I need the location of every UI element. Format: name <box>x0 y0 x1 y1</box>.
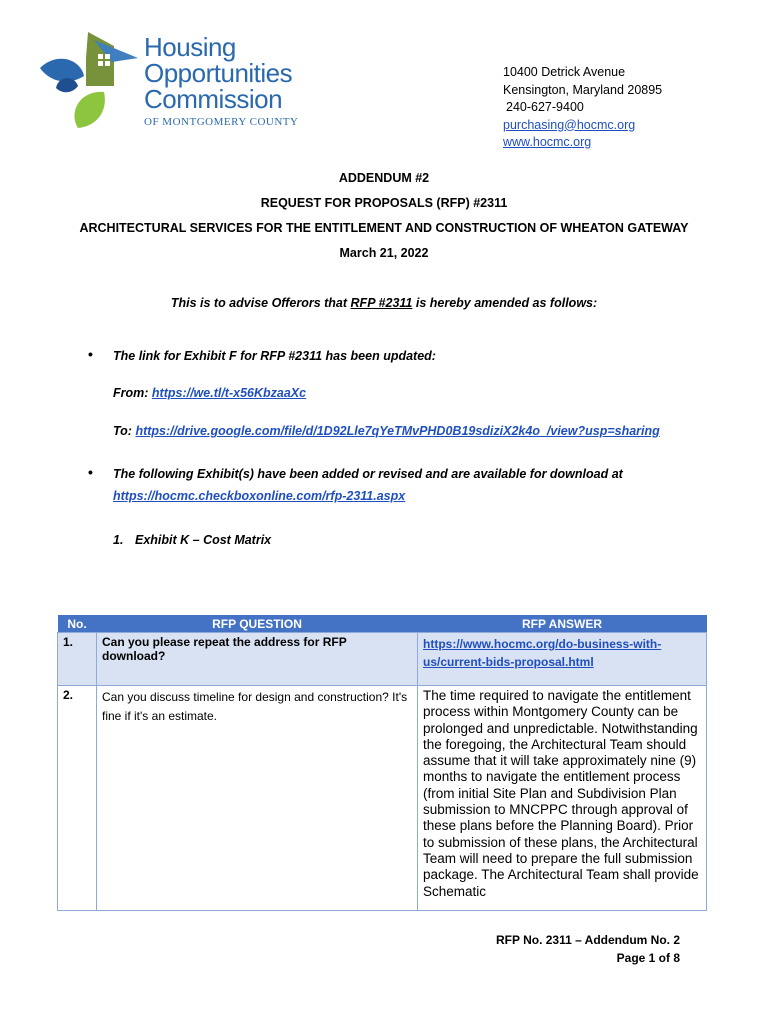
footer-page-number: Page 1 of 8 <box>616 951 680 965</box>
address-block <box>503 64 662 152</box>
from-url-link[interactable]: https://we.tl/t-x56KbzaaXc <box>151 386 307 400</box>
to-url-link[interactable]: https://drive.google.com/file/d/1D92Lle7qYeTMvPHD0B19sdiziX2k4o_/view?usp=sharing <box>135 424 660 438</box>
qa-table-header <box>58 615 707 633</box>
qa-table <box>57 615 707 911</box>
to-line <box>113 424 660 438</box>
exhibit-item: Exhibit K – Cost Matrix <box>135 533 272 547</box>
footer-rfp-addendum: RFP No. 2311 – Addendum No. 2 <box>495 933 680 947</box>
exhibit-download-link[interactable]: https://hocmc.checkboxonline.com/rfp-2311.aspx <box>113 489 406 503</box>
row-question: Can you please repeat the address for RFP download? <box>97 633 418 686</box>
row-question: Can you discuss timeline for design and construction? It's fine if it's an estimate. <box>97 686 418 911</box>
from-line <box>113 386 306 400</box>
answer-link[interactable]: https://www.hocmc.org/do-business-with-us/current-bids-proposal.html <box>423 637 662 669</box>
hoc-logo <box>38 28 338 133</box>
row-answer: The time required to navigate the entitlement process within Montgomery County can be prolonged and unpredictable. Notwithstanding the foregoing, the Architectural Team should assume that it will take approximately nine (9) months to navigate the entitlement process (from initial Site Plan and Subdivision Plan submission to MNCPPC through approval of these plans before the Planning Board). Prior to submission of these plans, the Architectural Team will need to prepare the full submission package. The Architectural Team shall provide Schematic <box>418 686 707 911</box>
logo-wordmark <box>144 34 298 128</box>
bullet-2-icon: • <box>88 464 93 480</box>
rfp-title: REQUEST FOR PROPOSALS (RFP) #2311 <box>260 196 508 210</box>
col-header-question: RFP QUESTION <box>97 615 418 633</box>
bullet-2-text: The following Exhibit(s) have been added or revised and are available for download at <box>113 467 623 481</box>
from-label: From: <box>113 386 152 400</box>
col-header-answer: RFP ANSWER <box>418 615 707 633</box>
intro-after: is hereby amended as follows: <box>412 296 598 310</box>
addendum-title: ADDENDUM #2 <box>338 171 430 185</box>
logo-line-3: Commission <box>144 84 283 114</box>
addendum-date: March 21, 2022 <box>339 246 429 260</box>
logo-line-1: Housing <box>144 32 236 62</box>
to-label: To: <box>113 424 136 438</box>
hoc-logo-mark-icon <box>38 28 143 128</box>
address-line-2: Kensington, Maryland 20895 <box>503 82 663 97</box>
exhibit-item-number: 1. <box>113 533 124 547</box>
logo-line-2: Opportunities <box>144 58 293 88</box>
row-number: 1. <box>58 633 97 686</box>
email-link[interactable]: purchasing@hocmc.org <box>503 117 636 132</box>
project-title: ARCHITECTURAL SERVICES FOR THE ENTITLEMENT AND CONSTRUCTION OF WHEATON GATEWAY <box>79 221 689 235</box>
phone-number: 240-627-9400 <box>506 100 584 114</box>
row-number: 2. <box>58 686 97 911</box>
bullet-1-text: The link for Exhibit F for RFP #2311 has been updated: <box>113 349 436 363</box>
col-header-no: No. <box>58 615 97 633</box>
table-row <box>58 686 707 911</box>
bullet-1-icon: • <box>88 346 93 362</box>
intro-statement <box>0 296 768 310</box>
table-row <box>58 633 707 686</box>
website-link[interactable]: www.hocmc.org <box>503 135 592 149</box>
logo-subtitle: OF MONTGOMERY COUNTY <box>144 116 299 128</box>
intro-rfp-ref: RFP #2311 <box>350 296 413 310</box>
intro-before: This is to advise Offerors that <box>170 296 351 310</box>
address-line-1: 10400 Detrick Avenue <box>503 65 626 79</box>
